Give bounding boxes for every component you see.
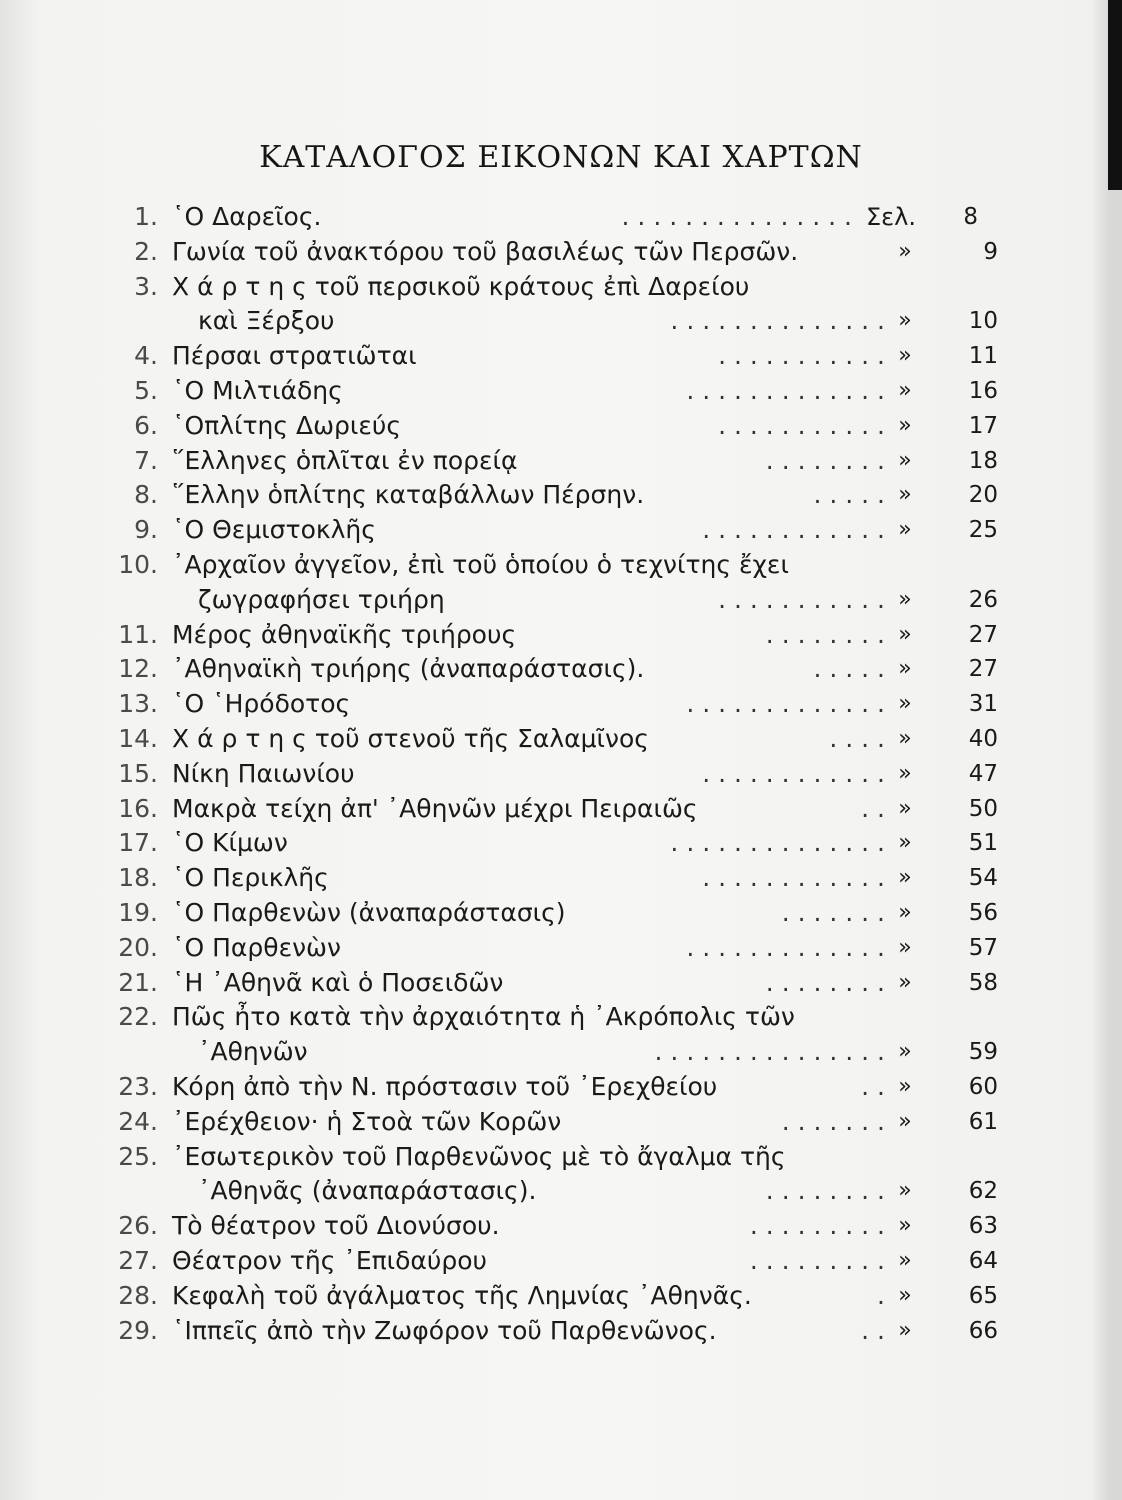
ditto-mark: » <box>898 1108 912 1134</box>
leader-dots: . . . . . . . . <box>765 445 885 475</box>
ditto-mark: » <box>898 969 912 995</box>
leader-dots: . . . . . . . . <box>765 619 885 649</box>
item-title: Μέρος ἀθηναϊκῆς τριήρους <box>172 619 517 649</box>
page-number: 8 <box>963 204 978 230</box>
item-title: Κόρη ἀπὸ τὴν Ν. πρόστασιν τοῦ ᾿Ερεχθείου <box>172 1071 718 1101</box>
ditto-mark: » <box>898 343 912 369</box>
ditto-mark: » <box>898 795 912 821</box>
list-item <box>0 235 1122 270</box>
list-item <box>0 1105 1122 1140</box>
item-title: ῾Οπλίτης Δωριεύς <box>172 410 402 440</box>
item-title: Γωνία τοῦ ἀνακτόρου τοῦ βασιλέως τῶν Περσῶν. <box>172 236 799 266</box>
ditto-mark: » <box>898 1317 912 1343</box>
list-item <box>0 513 1122 548</box>
leader-dots: . . . . . <box>813 654 885 684</box>
item-number: 11. <box>118 619 158 649</box>
leader-dots: . . . . . . . . . . . . . . <box>670 828 885 858</box>
list-item <box>0 200 1122 235</box>
leader-dots: . . . . . . . <box>781 897 885 927</box>
item-title: ᾿Εσωτερικὸν τοῦ Παρθενῶνος μὲ τὸ ἄγαλμα τῆς <box>172 1141 786 1171</box>
item-number: 17. <box>118 828 158 858</box>
leader-dots: . . <box>861 1071 885 1101</box>
leader-dots: . . . . . . . . . . . <box>718 410 885 440</box>
item-title: ῾Ο Περικλῆς <box>172 863 329 893</box>
ditto-mark: » <box>898 1039 912 1065</box>
page-number: 65 <box>968 1282 998 1309</box>
list-item <box>0 618 1122 653</box>
leader-dots: . . . . . . . . . . . . <box>702 758 885 788</box>
item-title: Νίκη Παιωνίου <box>172 758 355 788</box>
list-item <box>0 1244 1122 1279</box>
list-item <box>0 583 1122 618</box>
list-item <box>0 1140 1122 1175</box>
ditto-mark: » <box>898 308 912 334</box>
ditto-mark: » <box>898 412 912 438</box>
list-item <box>0 478 1122 513</box>
item-number: 19. <box>118 897 158 927</box>
ditto-mark: » <box>898 760 912 786</box>
figure-list <box>0 200 1122 1348</box>
leader-dots: . <box>877 1280 885 1310</box>
list-item <box>0 826 1122 861</box>
item-number: 14. <box>118 723 158 753</box>
leader-dots: . . . . . . . . . . . <box>718 584 885 614</box>
item-number: 28. <box>118 1280 158 1310</box>
list-item <box>0 757 1122 792</box>
ditto-mark: » <box>898 482 912 508</box>
list-item <box>0 1314 1122 1349</box>
item-title: ᾿Αθηναϊκὴ τριήρης (ἀναπαράστασις). <box>172 654 645 684</box>
leader-dots: . . . . . . . . . <box>749 1211 885 1241</box>
item-title: Πῶς ἦτο κατὰ τὴν ἀρχαιότητα ἡ ᾿Ακρόπολις τῶν <box>172 1002 795 1032</box>
page-number: 16 <box>968 377 998 404</box>
page-number: 25 <box>968 517 998 544</box>
item-title: Θέατρον τῆς ᾿Επιδαύρου <box>172 1245 487 1275</box>
item-title: Κεφαλὴ τοῦ ἀγάλματος τῆς Λημνίας ᾿Αθηνᾶς. <box>172 1280 752 1310</box>
list-item <box>0 270 1122 305</box>
ditto-mark: » <box>898 1247 912 1273</box>
list-item <box>0 687 1122 722</box>
page-number: 47 <box>968 760 998 787</box>
list-item <box>0 1000 1122 1035</box>
ditto-mark: » <box>898 377 912 403</box>
ditto-mark: » <box>898 865 912 891</box>
item-number: 22. <box>118 1002 158 1032</box>
list-item <box>0 652 1122 687</box>
ditto-mark: » <box>898 899 912 925</box>
list-item <box>0 1035 1122 1070</box>
list-item <box>0 409 1122 444</box>
page-number: 59 <box>968 1039 998 1066</box>
list-item <box>0 1174 1122 1209</box>
item-number: 12. <box>118 654 158 684</box>
ditto-mark: » <box>898 621 912 647</box>
item-title: καὶ Ξέρξου <box>198 306 335 336</box>
page-number: 61 <box>968 1108 998 1135</box>
page-number: 27 <box>968 621 998 648</box>
list-item <box>0 374 1122 409</box>
item-title: ᾿Αρχαῖον ἀγγεῖον, ἐπὶ τοῦ ὁποίου ὁ τεχνίτης ἔχει <box>172 549 789 579</box>
item-title: Χ ά ρ τ η ς τοῦ περσικοῦ κράτους ἐπὶ Δαρείου <box>172 271 750 301</box>
leader-dots: . . . . <box>829 723 885 753</box>
ditto-mark: » <box>898 1213 912 1239</box>
list-item <box>0 304 1122 339</box>
item-number: 26. <box>118 1211 158 1241</box>
item-number: 25. <box>118 1141 158 1171</box>
item-title: ῾Ο Θεμιστοκλῆς <box>172 515 376 545</box>
ditto-mark: » <box>898 934 912 960</box>
item-number: 3. <box>134 271 158 301</box>
leader-dots: . . . . . . . . . . . . <box>702 863 885 893</box>
list-item <box>0 444 1122 479</box>
item-number: 6. <box>134 410 158 440</box>
item-number: 16. <box>118 793 158 823</box>
page-number: 17 <box>968 412 998 439</box>
ditto-mark: » <box>898 1178 912 1204</box>
page-number: 66 <box>968 1317 998 1344</box>
list-item <box>0 1070 1122 1105</box>
item-number: 10. <box>118 549 158 579</box>
item-title: ῾Ο Παρθενὼν (ἀναπαράστασις) <box>172 897 566 927</box>
list-item <box>0 792 1122 827</box>
item-number: 1. <box>134 202 158 231</box>
page-number: 20 <box>968 482 998 509</box>
item-title: ῾Η ᾿Αθηνᾶ καὶ ὁ Ποσειδῶν <box>172 967 504 997</box>
item-number: 7. <box>134 445 158 475</box>
item-title: ῞Ελλην ὁπλίτης καταβάλλων Πέρσην. <box>172 480 645 510</box>
leader-dots: . . . . . . . . . . . . . <box>686 375 885 405</box>
item-number: 29. <box>118 1315 158 1345</box>
item-title: ῾Ο Δαρεῖος. <box>172 202 322 231</box>
page-number: 57 <box>968 934 998 961</box>
item-number: 8. <box>134 480 158 510</box>
leader-dots: . . . . . . . . . . . . . . . <box>621 202 852 231</box>
page-number: 40 <box>968 725 998 752</box>
list-item <box>0 861 1122 896</box>
item-number: 27. <box>118 1245 158 1275</box>
ditto-mark: » <box>898 830 912 856</box>
leader-dots: . . . . . . . . . . . . . <box>686 689 885 719</box>
item-title: Πέρσαι στρατιῶται <box>172 341 417 371</box>
leader-dots: . . . . . . . . <box>765 967 885 997</box>
leader-dots: . . . . . . . . . <box>749 1245 885 1275</box>
item-title: ζωγραφήσει τριήρη <box>198 584 445 614</box>
ditto-mark: » <box>898 238 912 264</box>
leader-dots: . . . . . . . . . . . <box>718 341 885 371</box>
page-number: 50 <box>968 795 998 822</box>
list-item <box>0 1209 1122 1244</box>
page-number: 27 <box>968 656 998 683</box>
item-number: 18. <box>118 863 158 893</box>
leader-dots: . . <box>861 793 885 823</box>
list-item <box>0 548 1122 583</box>
ditto-mark: » <box>898 447 912 473</box>
item-number: 20. <box>118 932 158 962</box>
item-number: 2. <box>134 236 158 266</box>
item-number: 23. <box>118 1071 158 1101</box>
item-title: ῾Ο Παρθενὼν <box>172 932 341 962</box>
item-title: ᾿Ερέχθειον· ἡ Στοὰ τῶν Κορῶν <box>172 1106 562 1136</box>
ditto-mark: » <box>898 586 912 612</box>
leader-dots: . . . . . . . . <box>765 1176 885 1206</box>
page-number: 63 <box>968 1213 998 1240</box>
list-item <box>0 339 1122 374</box>
ditto-mark: » <box>898 725 912 751</box>
page-number: 56 <box>968 899 998 926</box>
list-item <box>0 896 1122 931</box>
item-title: Μακρὰ τείχη ἀπ' ᾿Αθηνῶν μέχρι Πειραιῶς <box>172 793 698 823</box>
list-item <box>0 1279 1122 1314</box>
list-item <box>0 722 1122 757</box>
page-number: 26 <box>968 586 998 613</box>
leader-dots: . . <box>861 1315 885 1345</box>
leader-dots: . . . . . . . . . . . . . . <box>670 306 885 336</box>
page-number: 62 <box>968 1178 998 1205</box>
leader-dots: . . . . . . . . . . . . . . . <box>654 1037 885 1067</box>
item-title: Τὸ θέατρον τοῦ Διονύσου. <box>172 1211 500 1241</box>
page-number: 31 <box>968 691 998 718</box>
leader-dots: . . . . . <box>813 480 885 510</box>
list-item <box>0 931 1122 966</box>
item-number: 4. <box>134 341 158 371</box>
item-title: ῾Ιππεῖς ἀπὸ τὴν Ζωφόρον τοῦ Παρθενῶνος. <box>172 1315 717 1345</box>
ditto-mark: » <box>898 691 912 717</box>
item-number: 13. <box>118 689 158 719</box>
page-number: 10 <box>968 308 998 335</box>
item-title: Χ ά ρ τ η ς τοῦ στενοῦ τῆς Σαλαμῖνος <box>172 723 649 753</box>
leader-dots: . . . . . . . . . . . . . <box>686 932 885 962</box>
page-number: 11 <box>968 343 998 370</box>
leader-dots: . . . . . . . <box>781 1106 885 1136</box>
item-title: ῾Ο ῾Ηρόδοτος <box>172 689 351 719</box>
leader-dots: . . . . . . . . . . . . <box>702 515 885 545</box>
list-item <box>0 966 1122 1001</box>
ditto-mark: » <box>898 1073 912 1099</box>
page-number: 58 <box>968 969 998 996</box>
page-number: 60 <box>968 1073 998 1100</box>
ditto-mark: » <box>898 1282 912 1308</box>
item-title: ῾Ο Κίμων <box>172 828 288 858</box>
item-number: 15. <box>118 758 158 788</box>
item-number: 5. <box>134 375 158 405</box>
item-title: ῞Ελληνες ὁπλῖται ἐν πορείᾳ <box>172 445 518 475</box>
item-title: ῾Ο Μιλτιάδης <box>172 375 343 405</box>
page-title: ΚΑΤΑΛΟΓΟΣ ΕΙΚΟΝΩΝ ΚΑΙ ΧΑΡΤΩΝ <box>259 140 863 175</box>
page-number: 54 <box>968 865 998 892</box>
page-number: 9 <box>983 238 998 265</box>
page-number: 51 <box>968 830 998 857</box>
page-number: 64 <box>968 1247 998 1274</box>
item-number: 24. <box>118 1106 158 1136</box>
item-title: ᾿Αθηνῶν <box>198 1037 308 1067</box>
item-title: ᾿Αθηνᾶς (ἀναπαράστασις). <box>198 1176 537 1206</box>
item-number: 21. <box>118 967 158 997</box>
ditto-mark: » <box>898 517 912 543</box>
page-number: 18 <box>968 447 998 474</box>
page-label: Σελ. <box>866 203 916 231</box>
ditto-mark: » <box>898 656 912 682</box>
item-number: 9. <box>134 515 158 545</box>
